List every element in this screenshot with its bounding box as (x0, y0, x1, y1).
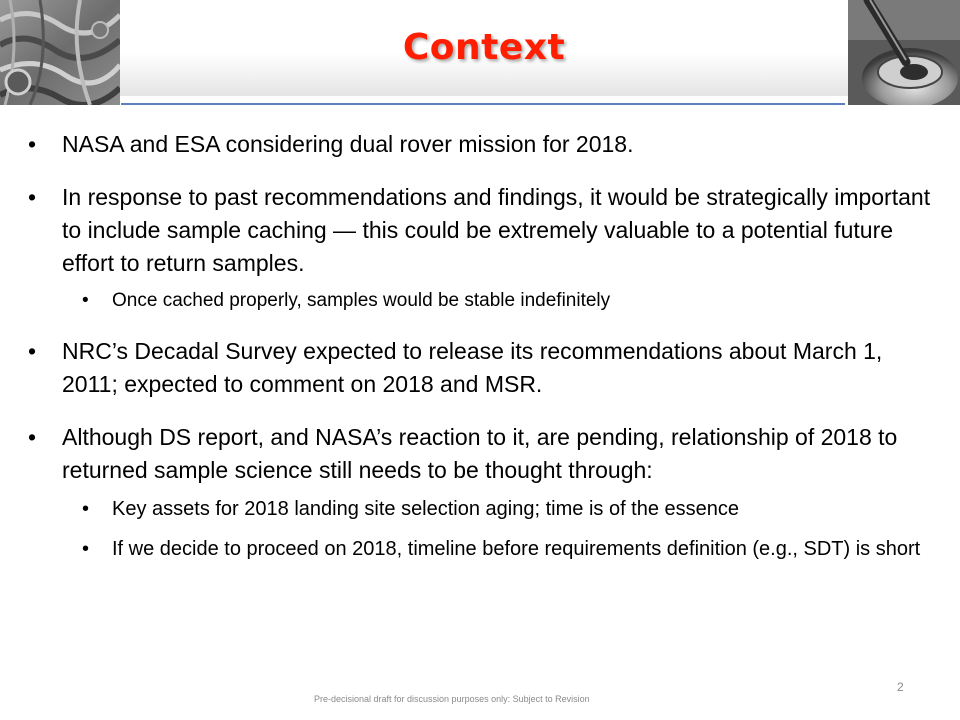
bullet-item (28, 128, 933, 161)
bullet-dot: • (28, 131, 37, 157)
page-number: 2 (897, 680, 904, 694)
bullet-text: NRC’s Decadal Survey expected to release its recommendations about March 1, 2011; expected to comment on 2018 and MSR. (62, 338, 883, 397)
mars-surface-image (0, 0, 120, 105)
sub-bullet-item (28, 535, 933, 564)
sub-bullet-text: If we decide to proceed on 2018, timeline before requirements definition (e.g., SDT) is short (112, 538, 921, 560)
bullet-text: NASA and ESA considering dual rover mission for 2018. (62, 131, 634, 157)
bullet-dot: • (28, 184, 37, 210)
bullet-dot: • (28, 424, 37, 450)
bullet-item (28, 421, 933, 487)
sub-bullet-text: Once cached properly, samples would be stable indefinitely (112, 290, 611, 311)
slide-title: Context (402, 27, 566, 68)
bullet-text: In response to past recommendations and findings, it would be strategically important to include sample caching — this could be extremely valuable to a potential future effort to return samples. (62, 184, 931, 276)
footer-disclaimer: Pre-decisional draft for discussion purposes only: Subject to Revision (314, 694, 590, 704)
bullet-dot: • (82, 498, 90, 520)
bullet-dot: • (82, 538, 90, 560)
bullet-dot: • (82, 290, 89, 311)
sub-bullet-text: Key assets for 2018 landing site selection aging; time is of the essence (112, 498, 740, 520)
bullet-item (28, 335, 933, 401)
sample-container-image (848, 0, 960, 105)
sub-bullet-item (28, 286, 933, 315)
bullet-item (28, 181, 933, 280)
bullet-dot: • (28, 338, 37, 364)
title-underline (121, 103, 845, 105)
sub-bullet-item (28, 495, 933, 524)
bullet-list (28, 128, 933, 575)
bullet-text: Although DS report, and NASA’s reaction to it, are pending, relationship of 2018 to returned sample science still needs to be thought through: (62, 424, 898, 483)
